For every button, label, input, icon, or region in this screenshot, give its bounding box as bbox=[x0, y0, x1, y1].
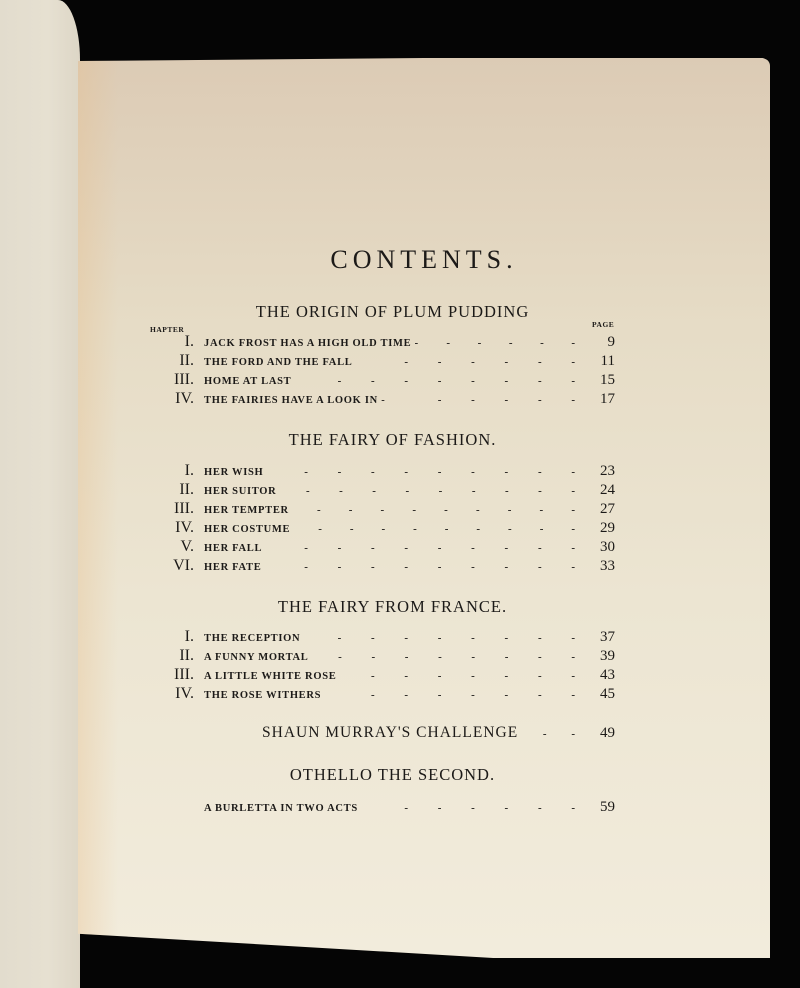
toc-entry[interactable] bbox=[150, 333, 615, 353]
dot-leader: - - - - - - bbox=[404, 802, 575, 814]
dot-leader: - - - - - - - - - bbox=[304, 466, 575, 478]
dot-leader: - - - - - - - - - bbox=[304, 542, 575, 554]
chapter-numeral: IV. bbox=[175, 519, 194, 536]
page-number: 27 bbox=[600, 501, 615, 517]
dot-leader: - - - - - - bbox=[404, 356, 575, 368]
page-number: 24 bbox=[600, 482, 615, 498]
chapter-numeral: III. bbox=[174, 371, 194, 388]
dot-leader: - - - - - bbox=[446, 337, 575, 349]
page-number: 9 bbox=[607, 334, 615, 350]
section-title-shaun-murray: SHAUN MURRAY'S CHALLENGE bbox=[262, 724, 519, 741]
chapter-title: THE RECEPTION bbox=[204, 633, 301, 644]
chapter-title: HER WISH bbox=[204, 467, 264, 478]
chapter-numeral: I. bbox=[184, 333, 194, 350]
chapter-numeral: II. bbox=[179, 647, 194, 664]
toc-entry[interactable] bbox=[150, 685, 615, 705]
dot-leader: - - - - - - - - - bbox=[305, 485, 575, 497]
chapter-title: HOME AT LAST bbox=[204, 376, 292, 387]
dot-leader: - - - - - - - - bbox=[337, 375, 575, 387]
page-number: 23 bbox=[600, 463, 615, 479]
dot-leader: - - - - - - - - bbox=[337, 632, 575, 644]
chapter-title: A FUNNY MORTAL bbox=[204, 652, 309, 663]
page-title: CONTENTS. bbox=[330, 245, 518, 274]
dot-leader: - - - - - - - - - bbox=[316, 504, 575, 516]
dot-leader: - - bbox=[542, 728, 575, 740]
chapter-numeral: I. bbox=[184, 462, 194, 479]
toc-entry[interactable] bbox=[150, 666, 615, 686]
section-title-fairy-from-france: THE FAIRY FROM FRANCE. bbox=[277, 597, 508, 616]
chapter-title: A LITTLE WHITE ROSE bbox=[204, 671, 337, 682]
page-number: 45 bbox=[600, 686, 615, 702]
toc-entry[interactable] bbox=[150, 647, 615, 667]
page-column-label: PAGE bbox=[592, 320, 615, 329]
section-title-fairy-of-fashion: THE FAIRY OF FASHION. bbox=[288, 430, 497, 449]
dot-leader: - - - - - - - - - bbox=[304, 561, 575, 573]
chapter-title: THE FORD AND THE FALL bbox=[204, 357, 353, 368]
dot-leader: - - - - - - - - bbox=[338, 651, 575, 663]
chapter-numeral: VI. bbox=[173, 557, 194, 574]
toc-entry[interactable] bbox=[150, 481, 615, 501]
chapter-numeral: I. bbox=[184, 628, 194, 645]
section-title-plum-pudding: THE ORIGIN OF PLUM PUDDING bbox=[255, 302, 530, 321]
toc-entry[interactable] bbox=[150, 519, 615, 539]
page-number: 59 bbox=[600, 799, 615, 815]
chapter-title: HER SUITOR bbox=[204, 486, 277, 497]
toc-entry[interactable] bbox=[150, 390, 615, 410]
page-number: 29 bbox=[600, 520, 615, 536]
chapter-numeral: II. bbox=[179, 481, 194, 498]
dot-leader: - - - - - - - bbox=[370, 689, 575, 701]
chapter-title: HER FATE bbox=[204, 562, 262, 573]
toc-entry[interactable] bbox=[150, 557, 615, 577]
page-number: 39 bbox=[600, 648, 615, 664]
chapter-title: HER FALL bbox=[204, 543, 263, 554]
chapter-title: A BURLETTA IN TWO ACTS bbox=[204, 803, 358, 814]
chapter-numeral: IV. bbox=[175, 685, 194, 702]
toc-entry[interactable] bbox=[150, 538, 615, 558]
toc-entry[interactable] bbox=[150, 352, 615, 372]
chapter-title: HER TEMPTER bbox=[204, 505, 289, 516]
page-number: 15 bbox=[600, 372, 615, 388]
toc-entry[interactable] bbox=[150, 628, 615, 648]
page-number: 11 bbox=[600, 353, 615, 369]
dot-leader: - - - - - bbox=[437, 394, 575, 406]
toc-entry[interactable] bbox=[150, 462, 615, 482]
toc-entry-shaun-murray[interactable] bbox=[150, 724, 615, 748]
toc-entry[interactable] bbox=[150, 500, 615, 520]
chapter-numeral: V. bbox=[180, 538, 194, 555]
chapter-numeral: III. bbox=[174, 666, 194, 683]
chapter-title: JACK FROST HAS A HIGH OLD TIME - bbox=[204, 338, 419, 349]
dot-leader: - - - - - - - bbox=[370, 670, 575, 682]
chapter-numeral: III. bbox=[174, 500, 194, 517]
chapter-numeral: II. bbox=[179, 352, 194, 369]
chapter-column-label: HAPTER bbox=[150, 325, 185, 334]
chapter-numeral: IV. bbox=[175, 390, 194, 407]
toc-entry[interactable] bbox=[150, 371, 615, 391]
dot-leader: - - - - - - - - - bbox=[318, 523, 575, 535]
chapter-title: THE ROSE WITHERS bbox=[204, 690, 322, 701]
page-number: 30 bbox=[600, 539, 615, 555]
chapter-title: THE FAIRIES HAVE A LOOK IN - bbox=[204, 395, 386, 406]
page-number: 33 bbox=[600, 558, 615, 574]
page-number: 37 bbox=[600, 629, 615, 645]
toc-entry[interactable] bbox=[150, 799, 615, 819]
page-number: 43 bbox=[600, 667, 615, 683]
chapter-title: HER COSTUME bbox=[204, 524, 291, 535]
page-number: 17 bbox=[600, 391, 615, 407]
page-number: 49 bbox=[600, 725, 615, 741]
section-title-othello: OTHELLO THE SECOND. bbox=[289, 765, 496, 784]
